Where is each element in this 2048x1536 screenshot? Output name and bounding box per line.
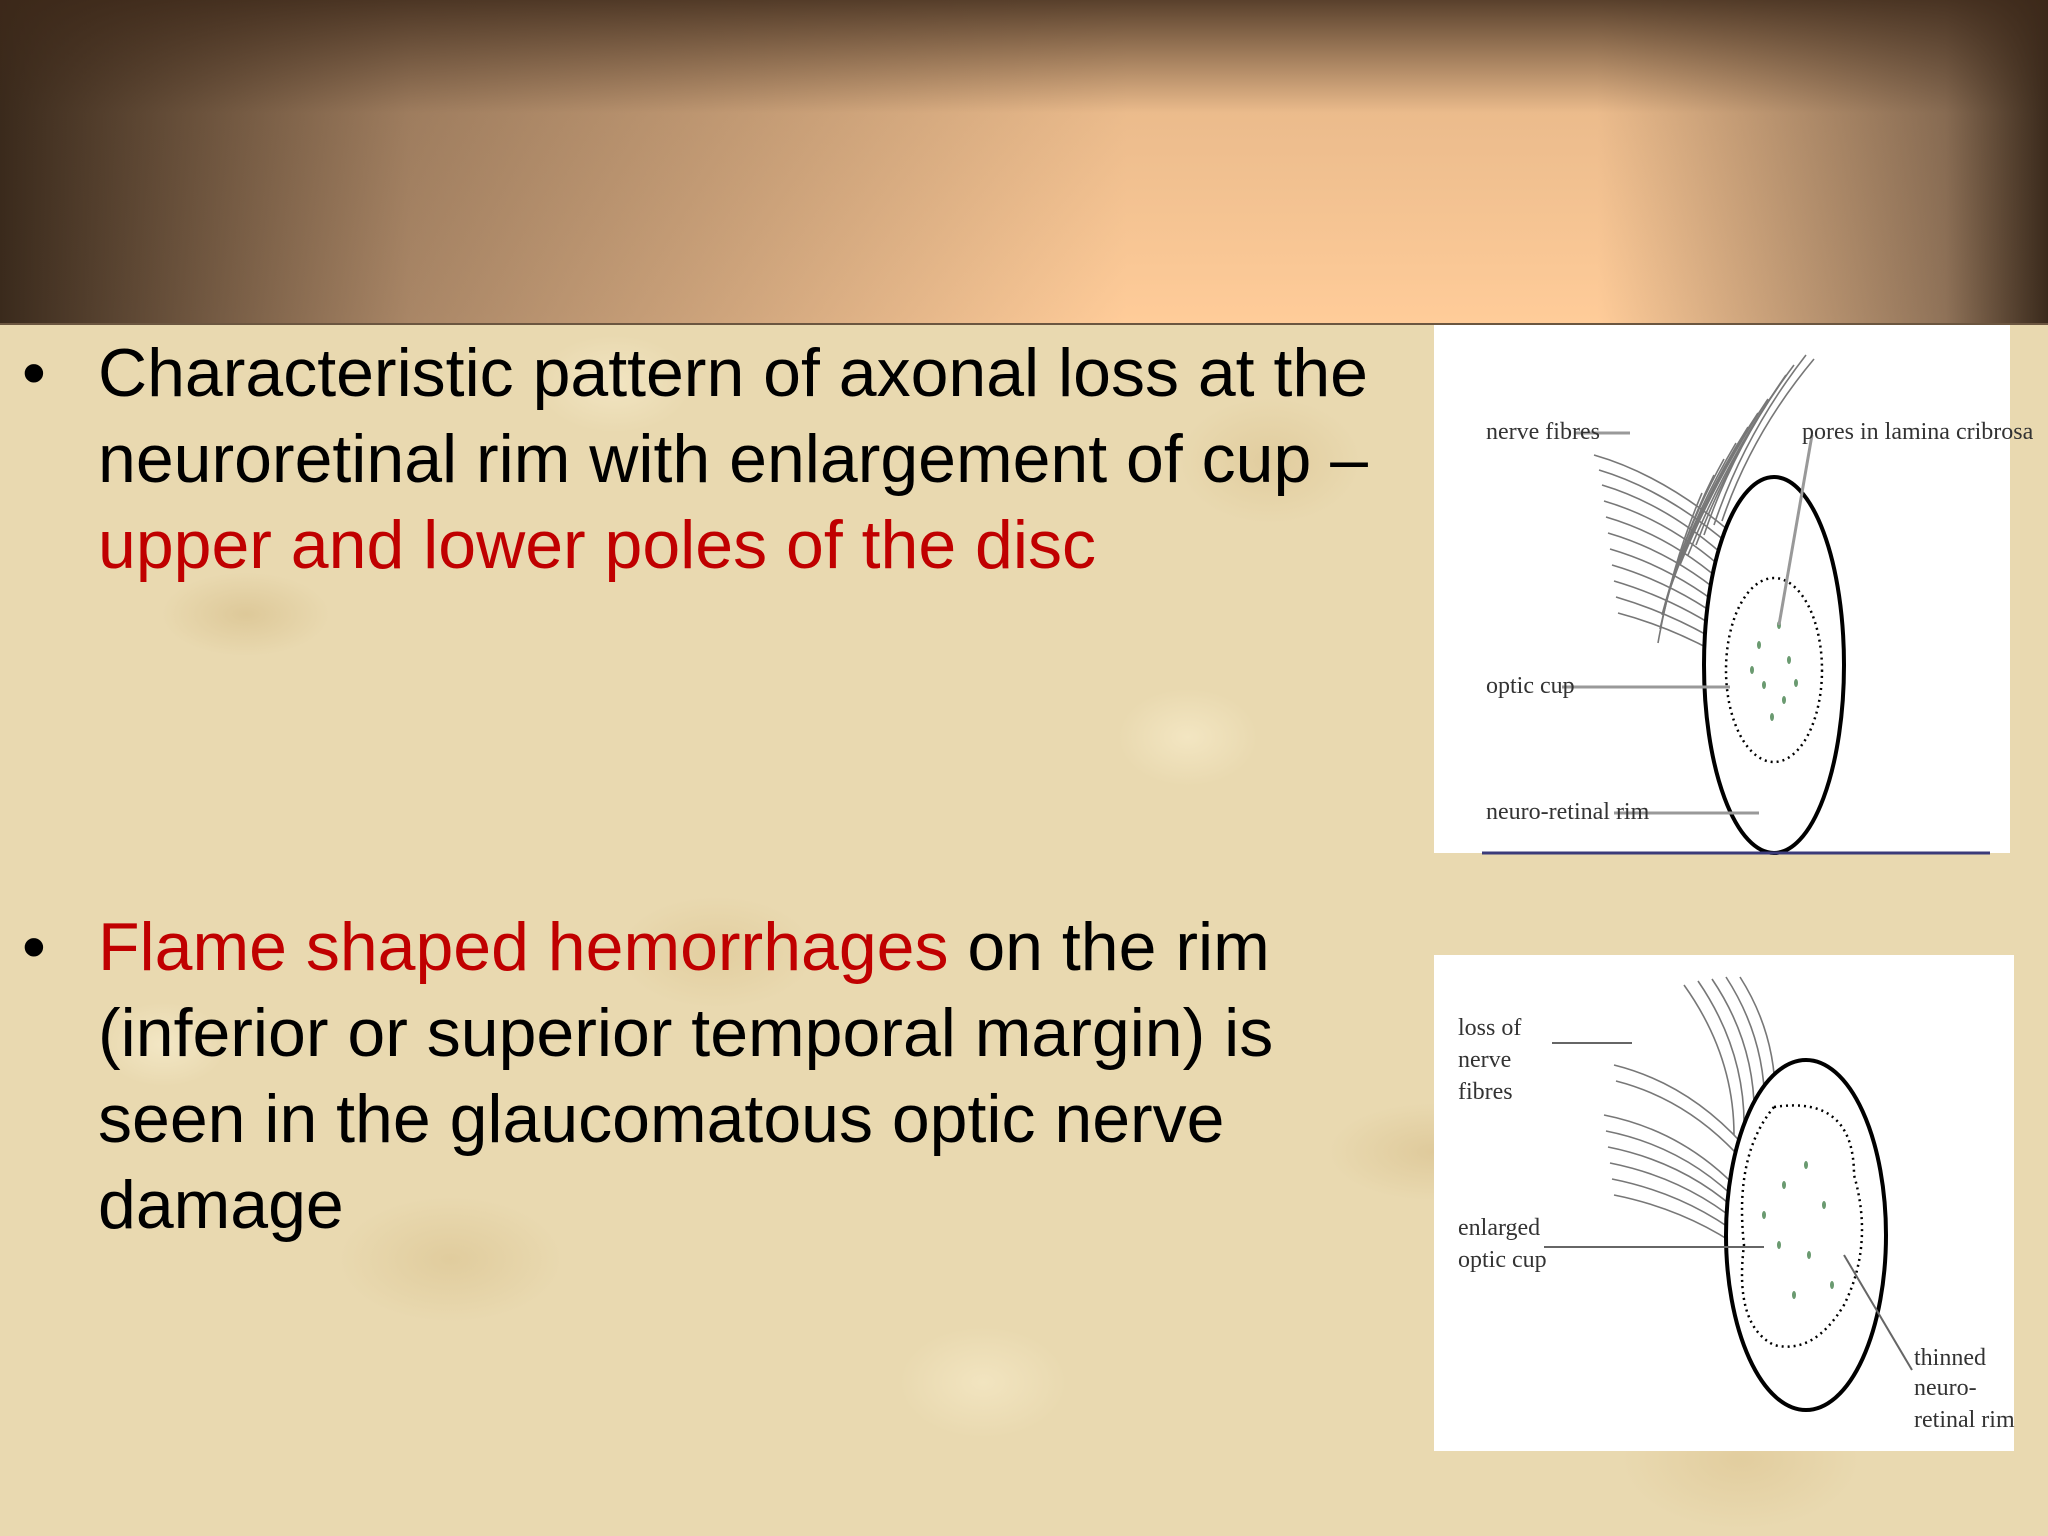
optic-disc-outline <box>1726 1060 1886 1410</box>
label-rim-line1: thinned <box>1914 1345 1986 1371</box>
glaucoma-disc-svg <box>1434 955 2014 1451</box>
bullet-text-highlight: Flame shaped hemorrhages <box>98 909 949 985</box>
label-optic-cup: optic cup <box>1486 673 1575 699</box>
label-rim-line2: neuro- <box>1914 1375 1977 1401</box>
label-loss-line2: nerve <box>1458 1047 1512 1073</box>
bullet-text <box>98 330 1418 588</box>
bullet-text <box>98 904 1418 1248</box>
label-loss-line3: fibres <box>1458 1079 1513 1105</box>
bullet-text-black: Characteristic pattern of axonal loss at the neuroretinal rim with enlargement of cup – <box>98 335 1368 497</box>
bullet-text-black: on the rim (inferior or superior temporal margin) is seen in the glaucomatous optic nerve damage <box>98 909 1274 1243</box>
label-pores: pores in lamina cribrosa <box>1802 419 2034 445</box>
glaucoma-disc-diagram <box>1434 955 2014 1451</box>
bullet-dot: • <box>22 909 46 985</box>
label-nerve-fibres: nerve fibres <box>1486 419 1600 445</box>
bullet-dot: • <box>22 335 46 411</box>
normal-disc-diagram <box>1434 325 2034 853</box>
label-cup-line2: optic cup <box>1458 1247 1547 1273</box>
bullet-text-highlight: upper and lower poles of the disc <box>98 507 1096 583</box>
label-neuro-retinal-rim: neuro-retinal rim <box>1486 799 1650 825</box>
normal-disc-svg <box>1434 325 2034 853</box>
label-cup-line1: enlarged <box>1458 1215 1541 1241</box>
title-band <box>0 0 2048 325</box>
label-rim-line3: retinal rim <box>1914 1407 2015 1433</box>
label-loss-line1: loss of <box>1458 1015 1522 1041</box>
